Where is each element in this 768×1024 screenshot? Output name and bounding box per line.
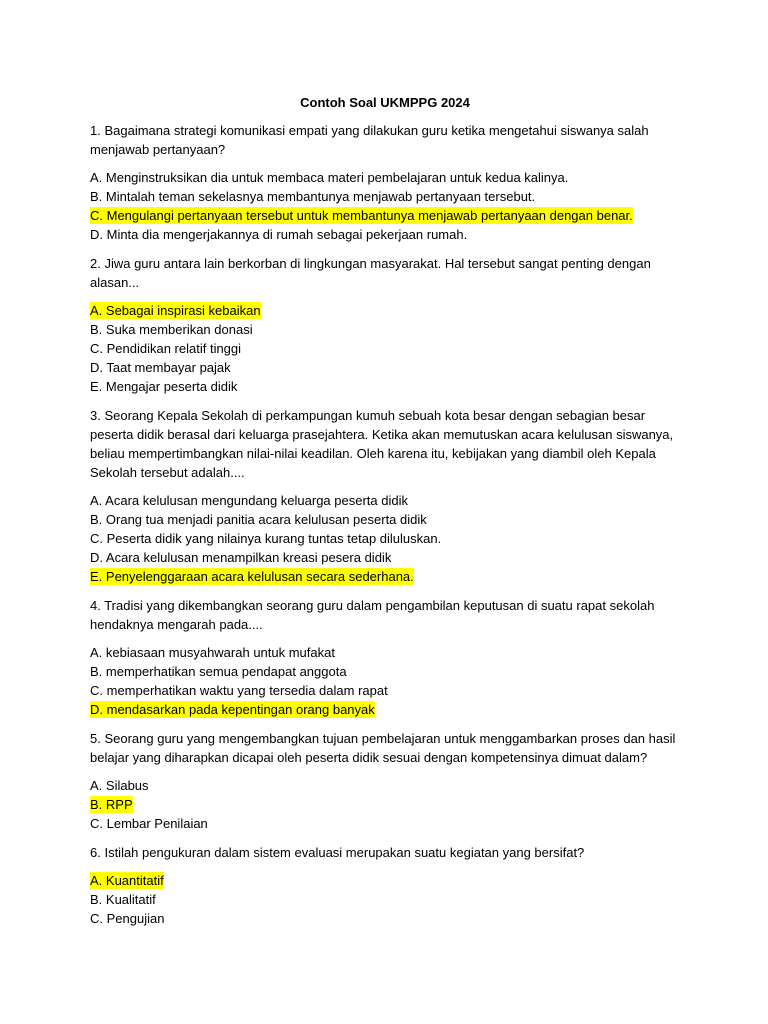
option-d: D. Minta dia mengerjakannya di rumah sebagai pekerjaan rumah.: [90, 227, 468, 242]
option-b: B. Orang tua menjadi panitia acara kelulusan peserta didik: [90, 512, 427, 527]
option-list: [90, 168, 680, 244]
question-3: [90, 406, 680, 586]
option-b: B. Kualitatif: [90, 892, 156, 907]
option-b: B. Suka memberikan donasi: [90, 322, 253, 337]
question-text: 4. Tradisi yang dikembangkan seorang guru dalam pengambilan keputusan di suatu rapat sekolah hendaknya mengarah pada....: [90, 598, 655, 632]
question-4: [90, 596, 680, 719]
option-d-answer: D. mendasarkan pada kepentingan orang banyak: [90, 702, 375, 717]
option-e-answer: E. Penyelenggaraan acara kelulusan secara sederhana.: [90, 569, 414, 584]
question-text: 3. Seorang Kepala Sekolah di perkampungan kumuh sebuah kota besar dengan sebagian besar peserta didik berasal dari keluarga prasejahtera. Ketika akan memutuskan acara kelulusan siswanya, beliau mempertimbangkan nilai-nilai keadilan. Oleh karena itu, kebijakan yang diambil oleh Kepala Sekolah tersebut adalah....: [90, 408, 674, 480]
question-text: 5. Seorang guru yang mengembangkan tujuan pembelajaran untuk menggambarkan proses dan hasil belajar yang diharapkan dicapai oleh peserta didik sesuai dengan kompetensinya dimuat dalam?: [90, 731, 676, 765]
option-d: D. Acara kelulusan menampilkan kreasi pesera didik: [90, 550, 392, 565]
option-list: [90, 776, 680, 833]
question-2: [90, 254, 680, 396]
option-a: A. Acara kelulusan mengundang keluarga peserta didik: [90, 493, 408, 508]
option-c: C. Pengujian: [90, 911, 165, 926]
question-6: [90, 843, 680, 928]
question-1: [90, 121, 680, 244]
option-c: C. Lembar Penilaian: [90, 816, 208, 831]
question-5: [90, 729, 680, 833]
question-text: 1. Bagaimana strategi komunikasi empati yang dilakukan guru ketika mengetahui siswanya salah menjawab pertanyaan?: [90, 123, 649, 157]
option-b-answer: B. RPP: [90, 797, 133, 812]
option-list: [90, 491, 680, 586]
option-b: B. memperhatikan semua pendapat anggota: [90, 664, 347, 679]
question-text: 2. Jiwa guru antara lain berkorban di lingkungan masyarakat. Hal tersebut sangat penting dengan alasan...: [90, 256, 651, 290]
option-e: E. Mengajar peserta didik: [90, 379, 238, 394]
option-c: C. memperhatikan waktu yang tersedia dalam rapat: [90, 683, 388, 698]
option-d: D. Taat membayar pajak: [90, 360, 231, 375]
question-text: 6. Istilah pengukuran dalam sistem evaluasi merupakan suatu kegiatan yang bersifat?: [90, 845, 585, 860]
option-list: [90, 643, 680, 719]
option-a-answer: A. Kuantitatif: [90, 873, 164, 888]
option-a: A. Silabus: [90, 778, 149, 793]
option-a: A. kebiasaan musyahwarah untuk mufakat: [90, 645, 335, 660]
option-a-answer: A. Sebagai inspirasi kebaikan: [90, 303, 261, 318]
document-title: Contoh Soal UKMPPG 2024: [300, 95, 470, 110]
option-c-answer: C. Mengulangi pertanyaan tersebut untuk membantunya menjawab pertanyaan dengan benar.: [90, 208, 633, 223]
option-b: B. Mintalah teman sekelasnya membantunya menjawab pertanyaan tersebut.: [90, 189, 536, 204]
option-a: A. Menginstruksikan dia untuk membaca materi pembelajaran untuk kedua kalinya.: [90, 170, 569, 185]
option-list: [90, 301, 680, 396]
option-list: [90, 871, 680, 928]
option-c: C. Pendidikan relatif tinggi: [90, 341, 242, 356]
option-c: C. Peserta didik yang nilainya kurang tuntas tetap diluluskan.: [90, 531, 442, 546]
